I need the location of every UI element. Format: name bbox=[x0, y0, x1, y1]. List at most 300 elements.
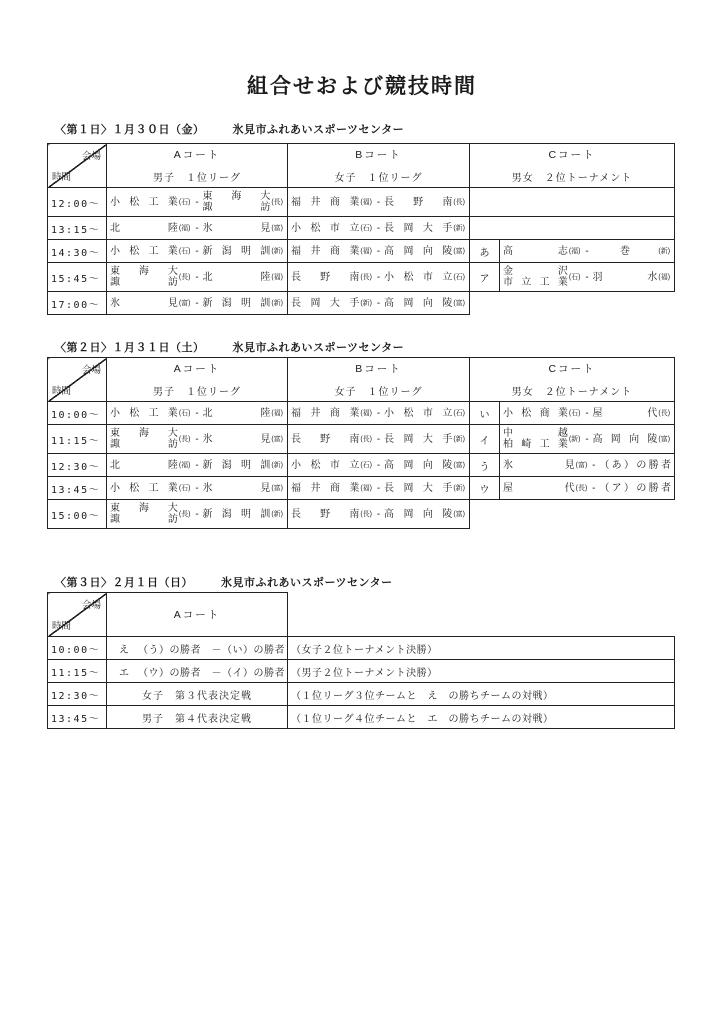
match-row bbox=[48, 500, 675, 529]
match bbox=[291, 483, 466, 494]
team-name-line: 小 松 市 立 bbox=[291, 459, 360, 471]
team-name bbox=[503, 246, 568, 257]
court-header-cell bbox=[107, 144, 288, 188]
schedule-table-day3 bbox=[47, 592, 675, 729]
prefecture-tag: (石) bbox=[453, 410, 465, 417]
final-match bbox=[110, 664, 284, 679]
court-name: Cコート bbox=[548, 149, 596, 161]
prefecture-tag: (福) bbox=[360, 248, 372, 255]
court-header-cell bbox=[288, 144, 470, 188]
team-name-line: 屋 代 bbox=[592, 407, 658, 419]
team-name-line: 羽 水 bbox=[592, 271, 658, 283]
time-cell: 13:45～ bbox=[48, 477, 107, 500]
vs-dash: - bbox=[195, 433, 199, 445]
team-name bbox=[291, 223, 359, 234]
bracket-label-cell: あ bbox=[470, 240, 500, 263]
court-name: Bコート bbox=[355, 149, 402, 161]
team-name bbox=[110, 197, 178, 208]
match-cell-court-c bbox=[500, 402, 675, 425]
match-cell-court-c bbox=[500, 240, 675, 263]
page-title: 組合せおよび競技時間 bbox=[247, 75, 477, 98]
team-name-line: 新 潟 明 訓 bbox=[202, 297, 271, 309]
team-name-line: 高 岡 向 陵 bbox=[384, 459, 453, 471]
team-name-line: 氷 見 bbox=[202, 482, 271, 494]
bracket-label-cell: ア bbox=[470, 263, 500, 292]
vs-dash: - bbox=[585, 433, 589, 445]
corner-time-label: 時間 bbox=[52, 172, 72, 183]
team-name bbox=[203, 246, 271, 257]
match bbox=[110, 191, 284, 213]
prefecture-tag: (福) bbox=[360, 410, 372, 417]
prefecture-tag: (富) bbox=[453, 300, 465, 307]
match bbox=[291, 460, 466, 471]
court-event: 男女 ２位トーナメント bbox=[511, 387, 633, 398]
prefecture-tag: (新) bbox=[453, 485, 465, 492]
note-text: （１位リーグ３位チームと え の勝ちチームの対戦） bbox=[288, 683, 675, 706]
court-event: 男子 １位リーグ bbox=[153, 173, 241, 184]
team-name-line: 福 井 商 業 bbox=[291, 482, 360, 494]
prefecture-tag: (長) bbox=[178, 436, 191, 443]
team-name-line: 新 潟 明 訓 bbox=[202, 459, 271, 471]
prefecture-tag: (石) bbox=[178, 485, 191, 492]
team-name bbox=[291, 197, 359, 208]
team-name bbox=[291, 434, 359, 445]
match-row bbox=[48, 454, 675, 477]
team-name-line: 東 海 大 bbox=[202, 191, 271, 202]
team-name-line: 諏 訪 bbox=[110, 277, 178, 288]
venue-label: 氷見市ふれあいスポーツセンター bbox=[232, 124, 405, 136]
prefecture-tag: (石) bbox=[178, 199, 191, 206]
time-cell: 13:15～ bbox=[48, 217, 107, 240]
match bbox=[110, 298, 284, 309]
prefecture-tag: (富) bbox=[271, 485, 283, 492]
time-cell: 15:00～ bbox=[48, 500, 107, 529]
schedule-table-day2 bbox=[47, 357, 675, 529]
match-cell-court-b bbox=[288, 425, 470, 454]
match bbox=[110, 266, 284, 288]
bracket-label: え bbox=[119, 644, 129, 656]
time-cell: 12:00～ bbox=[48, 188, 107, 217]
team-name bbox=[203, 272, 271, 283]
match bbox=[291, 223, 466, 234]
match bbox=[110, 428, 284, 450]
team-name bbox=[593, 246, 658, 257]
corner-time-label: 時間 bbox=[52, 621, 72, 632]
match-cell-court-a bbox=[107, 660, 288, 683]
team-name-line: 小 松 商 業 bbox=[503, 407, 568, 419]
team-name bbox=[599, 483, 671, 494]
corner-time-label: 時間 bbox=[52, 386, 72, 397]
team-name bbox=[110, 408, 178, 419]
team-name bbox=[291, 298, 359, 309]
team-name-line: 氷 見 bbox=[110, 297, 178, 309]
team-name-line: 氷 見 bbox=[202, 222, 271, 234]
schedule-table-day1 bbox=[47, 143, 675, 315]
match-cell-court-c bbox=[500, 425, 675, 454]
corner-cell bbox=[48, 144, 107, 188]
match bbox=[291, 408, 466, 419]
vs-dash: - bbox=[195, 508, 199, 520]
team-name-line: 巻 bbox=[619, 245, 630, 257]
prefecture-tag: (石) bbox=[453, 274, 465, 281]
team-name-line: 中 越 bbox=[503, 428, 568, 439]
match bbox=[291, 298, 466, 309]
prefecture-tag: (富) bbox=[271, 436, 283, 443]
team-name bbox=[203, 509, 271, 520]
vs-dash: - bbox=[195, 482, 199, 494]
team-name bbox=[110, 483, 178, 494]
team-name-line: 小 松 工 業 bbox=[110, 245, 178, 257]
prefecture-tag: (長) bbox=[453, 199, 465, 206]
court-header-cell bbox=[107, 593, 288, 637]
team-name-line: 新 潟 明 訓 bbox=[202, 245, 271, 257]
match bbox=[291, 246, 466, 257]
prefecture-tag: (新) bbox=[658, 248, 671, 255]
prefecture-tag: (福) bbox=[271, 410, 283, 417]
match-cell-court-b bbox=[288, 240, 470, 263]
team-name-line: （ あ ） の 勝 者 bbox=[599, 459, 671, 471]
vs-dash: - bbox=[585, 245, 589, 257]
team-name bbox=[110, 266, 178, 288]
prefecture-tag: (福) bbox=[271, 274, 283, 281]
match-row bbox=[48, 637, 675, 660]
team-name-line: 長 岡 大 手 bbox=[291, 297, 360, 309]
team-name-line: 福 井 商 業 bbox=[291, 407, 360, 419]
team-name bbox=[203, 434, 271, 445]
bracket-label-cell: ウ bbox=[470, 477, 500, 500]
vs-dash: - bbox=[195, 222, 199, 234]
time-cell: 17:00～ bbox=[48, 292, 107, 315]
team-name-line: 高 岡 向 陵 bbox=[592, 433, 658, 445]
team-name-line: 長 野 南 bbox=[291, 271, 360, 283]
prefecture-tag: (石) bbox=[360, 225, 372, 232]
vs-dash: - bbox=[376, 196, 381, 208]
team-name-line: 福 井 商 業 bbox=[291, 245, 360, 257]
header-row bbox=[48, 144, 675, 188]
team-name bbox=[503, 460, 575, 471]
court-name: Aコート bbox=[173, 609, 221, 621]
vs-dash: - bbox=[376, 222, 381, 234]
vs-dash: - bbox=[376, 297, 381, 309]
corner-venue-label: 会場 bbox=[81, 600, 101, 611]
prefecture-tag: (富) bbox=[271, 225, 283, 232]
court-event: 女子 １位リーグ bbox=[334, 173, 423, 184]
time-cell: 11:15～ bbox=[48, 425, 107, 454]
team-name bbox=[384, 460, 452, 471]
team-name bbox=[384, 246, 452, 257]
time-cell: 13:45～ bbox=[48, 706, 107, 729]
time-cell: 10:00～ bbox=[48, 402, 107, 425]
match-row bbox=[48, 240, 675, 263]
vs-dash: - bbox=[592, 482, 596, 494]
venue-label: 氷見市ふれあいスポーツセンター bbox=[221, 577, 393, 589]
vs-dash: - bbox=[376, 482, 381, 494]
prefecture-tag: (福) bbox=[178, 225, 191, 232]
match-cell-court-c-empty bbox=[470, 217, 675, 240]
vs-dash: - bbox=[195, 297, 199, 309]
prefecture-tag: (長) bbox=[360, 436, 372, 443]
bracket-label: エ bbox=[119, 667, 129, 679]
prefecture-tag: (福) bbox=[568, 248, 581, 255]
prefecture-tag: (富) bbox=[575, 462, 588, 469]
prefecture-tag: (石) bbox=[178, 248, 191, 255]
vs-dash: - bbox=[376, 407, 381, 419]
prefecture-tag: (福) bbox=[360, 199, 372, 206]
team-name-line: 北 陸 bbox=[202, 271, 271, 283]
vs-dash: - bbox=[195, 196, 199, 208]
match bbox=[291, 197, 466, 208]
prefecture-tag: (新) bbox=[271, 300, 283, 307]
match-cell-court-a bbox=[107, 402, 288, 425]
match-row bbox=[48, 292, 675, 315]
team-name bbox=[384, 298, 452, 309]
team-name-line: 長 岡 大 手 bbox=[384, 222, 453, 234]
bracket-label-cell: イ bbox=[470, 425, 500, 454]
match bbox=[110, 408, 284, 419]
note-text: （男子２位トーナメント決勝） bbox=[288, 660, 675, 683]
team-name-line: 北 陸 bbox=[110, 459, 178, 471]
prefecture-tag: (石) bbox=[178, 410, 191, 417]
team-name-line: 柏 崎 工 業 bbox=[503, 439, 568, 450]
vs-dash: - bbox=[592, 459, 596, 471]
vs-dash: - bbox=[585, 407, 589, 419]
match bbox=[503, 460, 671, 471]
venue-label: 氷見市ふれあいスポーツセンター bbox=[232, 342, 405, 354]
team-name-line: 屋 代 bbox=[503, 482, 575, 494]
final-match bbox=[110, 641, 284, 656]
match-cell-court-b bbox=[288, 188, 470, 217]
match bbox=[503, 246, 671, 257]
match-cell-court-c bbox=[500, 263, 675, 292]
team-name bbox=[593, 408, 658, 419]
team-name bbox=[291, 509, 359, 520]
match-cell-court-b bbox=[288, 263, 470, 292]
court-event: 男女 ２位トーナメント bbox=[511, 173, 633, 184]
final-match-text: （ウ）の勝者 －（イ）の勝者 bbox=[138, 667, 285, 679]
court-event: 女子 １位リーグ bbox=[334, 387, 423, 398]
prefecture-tag: (石) bbox=[568, 274, 581, 281]
team-name-line: 小 松 市 立 bbox=[384, 271, 453, 283]
team-name bbox=[291, 460, 359, 471]
day-heading-text: 〈第２日〉１月３１日（土） bbox=[55, 342, 205, 354]
team-name bbox=[110, 246, 178, 257]
match bbox=[110, 460, 284, 471]
team-name-line: 北 陸 bbox=[202, 407, 271, 419]
final-match-text: （う）の勝者 －（い）の勝者 bbox=[138, 644, 285, 656]
match-cell-court-b bbox=[288, 292, 470, 315]
vs-dash: - bbox=[585, 271, 589, 283]
team-name-line: 小 松 工 業 bbox=[110, 482, 178, 494]
team-name bbox=[291, 483, 359, 494]
team-name-line: 長 岡 大 手 bbox=[384, 482, 453, 494]
prefecture-tag: (長) bbox=[360, 511, 372, 518]
playoff-title-cell: 女子 第３代表決定戦 bbox=[107, 683, 288, 706]
team-name-line: 東 海 大 bbox=[110, 266, 178, 277]
bracket-label-cell: う bbox=[470, 454, 500, 477]
time-cell: 11:15～ bbox=[48, 660, 107, 683]
match-cell-court-a bbox=[107, 188, 288, 217]
match-cell-court-b bbox=[288, 477, 470, 500]
team-name bbox=[599, 460, 671, 471]
team-name bbox=[384, 223, 452, 234]
match-cell-court-a bbox=[107, 637, 288, 660]
team-name-line: 氷 見 bbox=[503, 459, 575, 471]
team-name bbox=[110, 298, 178, 309]
time-cell: 10:00～ bbox=[48, 637, 107, 660]
match bbox=[503, 483, 671, 494]
team-name-line: 小 松 市 立 bbox=[291, 222, 360, 234]
court-header-cell bbox=[470, 144, 675, 188]
court-name: Cコート bbox=[548, 363, 596, 375]
match bbox=[291, 272, 466, 283]
team-name bbox=[110, 428, 178, 450]
match-row bbox=[48, 188, 675, 217]
match bbox=[110, 223, 284, 234]
team-name bbox=[503, 483, 575, 494]
match bbox=[110, 503, 284, 525]
prefecture-tag: (長) bbox=[271, 199, 283, 206]
team-name bbox=[384, 434, 452, 445]
bracket-label-cell: い bbox=[470, 402, 500, 425]
match-row bbox=[48, 402, 675, 425]
vs-dash: - bbox=[195, 407, 199, 419]
court-name: Aコート bbox=[173, 363, 221, 375]
prefecture-tag: (福) bbox=[178, 462, 191, 469]
prefecture-tag: (石) bbox=[360, 462, 372, 469]
prefecture-tag: (富) bbox=[178, 300, 191, 307]
prefecture-tag: (富) bbox=[658, 436, 671, 443]
vs-dash: - bbox=[195, 245, 199, 257]
team-name bbox=[203, 223, 271, 234]
court-header-cell bbox=[288, 358, 470, 402]
match-cell-court-b bbox=[288, 402, 470, 425]
team-name-line: 新 潟 明 訓 bbox=[202, 508, 271, 520]
team-name bbox=[291, 408, 359, 419]
team-name-line: 東 海 大 bbox=[110, 428, 178, 439]
match-cell-court-b bbox=[288, 217, 470, 240]
corner-venue-label: 会場 bbox=[81, 365, 101, 376]
team-name bbox=[203, 460, 271, 471]
team-name-line: 長 野 南 bbox=[384, 196, 453, 208]
vs-dash: - bbox=[195, 459, 199, 471]
vs-dash: - bbox=[376, 271, 381, 283]
team-name bbox=[384, 509, 452, 520]
prefecture-tag: (長) bbox=[178, 274, 191, 281]
prefecture-tag: (新) bbox=[271, 462, 283, 469]
prefecture-tag: (新) bbox=[271, 248, 283, 255]
time-cell: 15:45～ bbox=[48, 263, 107, 292]
match-row bbox=[48, 706, 675, 729]
match-cell-court-c-empty bbox=[470, 188, 675, 217]
prefecture-tag: (石) bbox=[568, 410, 581, 417]
prefecture-tag: (富) bbox=[453, 511, 465, 518]
header-row bbox=[48, 593, 675, 637]
team-name bbox=[593, 272, 658, 283]
team-name bbox=[384, 272, 452, 283]
prefecture-tag: (富) bbox=[453, 248, 465, 255]
team-name bbox=[503, 408, 568, 419]
team-name-line: 氷 見 bbox=[202, 433, 271, 445]
team-name bbox=[110, 460, 178, 471]
vs-dash: - bbox=[376, 459, 381, 471]
team-name bbox=[503, 266, 568, 288]
prefecture-tag: (福) bbox=[360, 485, 372, 492]
team-name-line: 高 岡 向 陵 bbox=[384, 245, 453, 257]
prefecture-tag: (長) bbox=[178, 511, 191, 518]
team-name bbox=[384, 408, 452, 419]
match-row bbox=[48, 425, 675, 454]
team-name-line: 金 沢 bbox=[503, 266, 568, 277]
team-name-line: 高 志 bbox=[503, 245, 568, 257]
team-name bbox=[503, 428, 568, 450]
vs-dash: - bbox=[376, 245, 381, 257]
team-name-line: 諏 訪 bbox=[110, 514, 178, 525]
team-name bbox=[203, 408, 271, 419]
note-text: （１位リーグ４位チームと エ の勝ちチームの対戦） bbox=[288, 706, 675, 729]
match-cell-court-a bbox=[107, 217, 288, 240]
prefecture-tag: (新) bbox=[360, 300, 372, 307]
match bbox=[503, 408, 671, 419]
vs-dash: - bbox=[376, 433, 381, 445]
match bbox=[110, 483, 284, 494]
court-name: Bコート bbox=[355, 363, 402, 375]
team-name-line: 北 陸 bbox=[110, 222, 178, 234]
team-name-line: 長 野 南 bbox=[291, 433, 360, 445]
court-name: Aコート bbox=[173, 149, 221, 161]
match-cell-court-a bbox=[107, 263, 288, 292]
time-cell: 12:30～ bbox=[48, 683, 107, 706]
team-name bbox=[110, 223, 178, 234]
team-name-line: 福 井 商 業 bbox=[291, 196, 360, 208]
corner-cell bbox=[48, 593, 107, 637]
match bbox=[291, 434, 466, 445]
team-name bbox=[110, 503, 178, 525]
prefecture-tag: (新) bbox=[271, 511, 283, 518]
team-name bbox=[593, 434, 658, 445]
team-name bbox=[203, 191, 271, 213]
match-cell-court-a bbox=[107, 425, 288, 454]
prefecture-tag: (長) bbox=[575, 485, 588, 492]
team-name-line: 小 松 工 業 bbox=[110, 407, 178, 419]
court-header-cell bbox=[107, 358, 288, 402]
time-cell: 12:30～ bbox=[48, 454, 107, 477]
time-cell: 14:30～ bbox=[48, 240, 107, 263]
match-cell-court-b bbox=[288, 500, 470, 529]
match-row bbox=[48, 660, 675, 683]
prefecture-tag: (新) bbox=[453, 225, 465, 232]
team-name-line: （ ア ） の 勝 者 bbox=[599, 482, 671, 494]
prefecture-tag: (富) bbox=[453, 462, 465, 469]
day-heading bbox=[55, 121, 404, 137]
match-cell-court-c bbox=[500, 454, 675, 477]
match-cell-court-a bbox=[107, 454, 288, 477]
vs-dash: - bbox=[376, 508, 381, 520]
team-name-line: 長 野 南 bbox=[291, 508, 360, 520]
team-name bbox=[291, 272, 359, 283]
match-cell-court-a bbox=[107, 477, 288, 500]
prefecture-tag: (長) bbox=[360, 274, 372, 281]
match bbox=[291, 509, 466, 520]
header-row bbox=[48, 358, 675, 402]
match-row bbox=[48, 683, 675, 706]
team-name-line: 東 海 大 bbox=[110, 503, 178, 514]
day-heading-text: 〈第３日〉２月１日（日） bbox=[55, 577, 193, 589]
match bbox=[110, 246, 284, 257]
match-cell-court-c bbox=[500, 477, 675, 500]
match-cell-court-b bbox=[288, 454, 470, 477]
match-row bbox=[48, 477, 675, 500]
match-row bbox=[48, 263, 675, 292]
